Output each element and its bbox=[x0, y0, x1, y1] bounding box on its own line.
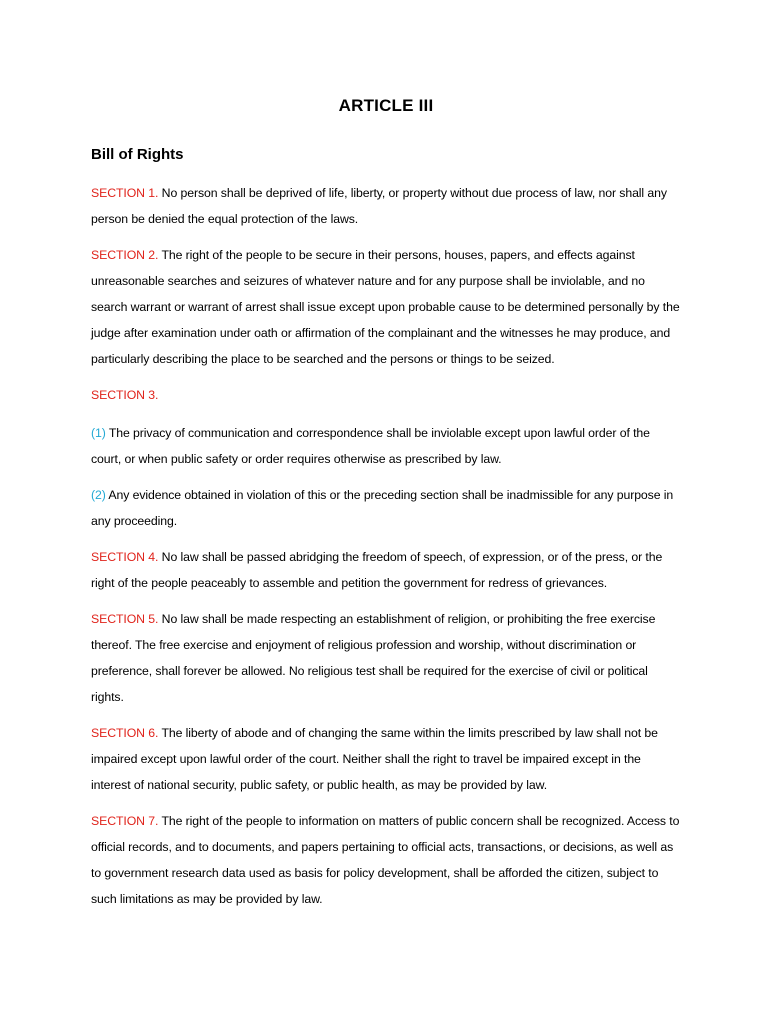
section-4 bbox=[91, 544, 681, 596]
section-6 bbox=[91, 720, 681, 798]
section-4-label: SECTION 4. bbox=[91, 550, 159, 564]
section-5-text: No law shall be made respecting an establishment of religion, or prohibiting the free exercise thereof. The free exercise and enjoyment of religious profession and worship, without discrimination or preference, shall forever be allowed. No religious test shall be required for the exercise of civil or political rights. bbox=[91, 612, 656, 704]
section-1-text: No person shall be deprived of life, liberty, or property without due process of law, nor shall any person be denied the equal protection of the laws. bbox=[91, 186, 667, 226]
paragraph-1-text: The privacy of communication and correspondence shall be inviolable except upon lawful order of the court, or when public safety or order requires otherwise as prescribed by law. bbox=[91, 426, 650, 466]
paragraph-2-label: (2) bbox=[91, 488, 106, 502]
section-6-text: The liberty of abode and of changing the same within the limits prescribed by law shall not be impaired except upon lawful order of the court. Neither shall the right to travel be impaired except in the interest of national security, public safety, or public health, as may be provided by law. bbox=[91, 726, 658, 792]
section-3-paragraph-2 bbox=[91, 482, 681, 534]
document-page bbox=[91, 0, 681, 1024]
section-7 bbox=[91, 808, 681, 912]
section-7-text: The right of the people to information on matters of public concern shall be recognized. Access to official records, and to documents, and papers pertaining to official acts, transactions, or decisions, as well as to government research data used as basis for policy development, shall be afforded the citizen, subject to such limitations as may be provided by law. bbox=[91, 814, 680, 906]
section-1 bbox=[91, 180, 681, 232]
section-3-label: SECTION 3. bbox=[91, 388, 159, 402]
section-4-text: No law shall be passed abridging the freedom of speech, of expression, or of the press, or the right of the people peaceably to assemble and petition the government for redress of grievances. bbox=[91, 550, 663, 590]
section-5 bbox=[91, 606, 681, 710]
article-subtitle: Bill of Rights bbox=[91, 146, 184, 163]
article-title: ARTICLE III bbox=[338, 96, 434, 115]
section-1-label: SECTION 1. bbox=[91, 186, 159, 200]
section-6-label: SECTION 6. bbox=[91, 726, 159, 740]
section-2-label: SECTION 2. bbox=[91, 248, 159, 262]
section-5-label: SECTION 5. bbox=[91, 612, 159, 626]
section-2-text: The right of the people to be secure in their persons, houses, papers, and effects against unreasonable searches and seizures of whatever nature and for any purpose shall be inviolable, and no search warrant or warrant of arrest shall issue except upon probable cause to be determined personally by the judge after examination under oath or affirmation of the complainant and the witnesses he may produce, and particularly describing the place to be searched and the persons or things to be seized. bbox=[91, 248, 680, 366]
section-2 bbox=[91, 242, 681, 372]
section-7-label: SECTION 7. bbox=[91, 814, 159, 828]
section-3-heading bbox=[91, 382, 681, 408]
paragraph-1-label: (1) bbox=[91, 426, 106, 440]
section-3-paragraph-1 bbox=[91, 420, 681, 472]
paragraph-2-text: Any evidence obtained in violation of this or the preceding section shall be inadmissible for any purpose in any proceeding. bbox=[91, 488, 674, 528]
